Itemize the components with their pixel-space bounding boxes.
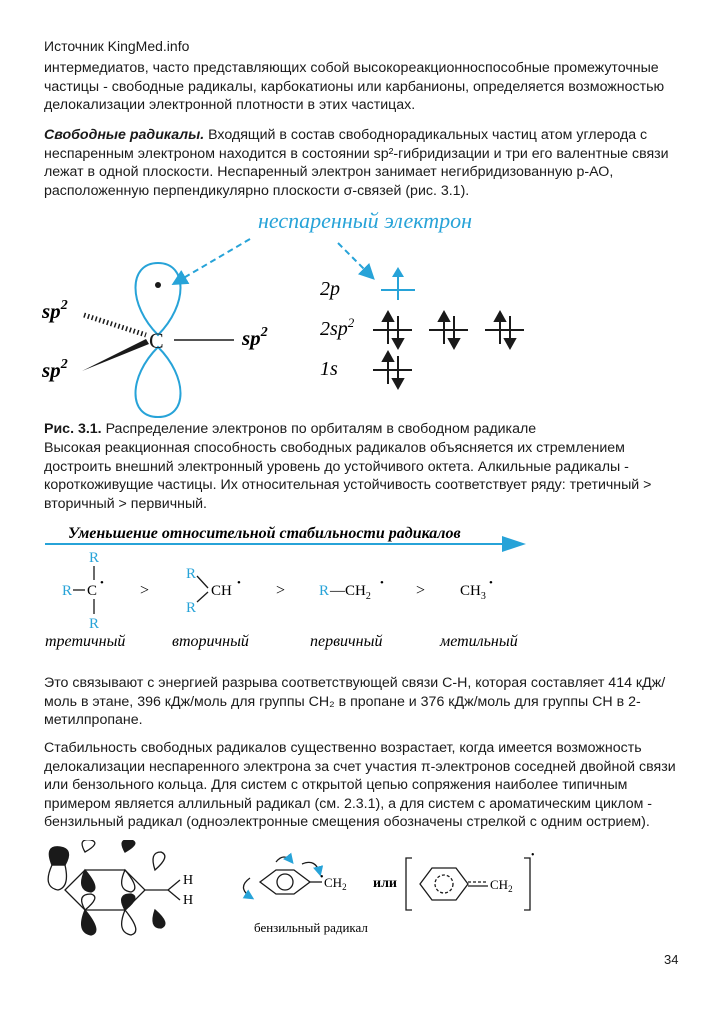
benzyl-caption: бензильный радикал — [254, 920, 368, 935]
arrow-to-level — [338, 243, 372, 277]
svg-text:R: R — [319, 583, 330, 599]
p-orbital-lower-lobe — [136, 347, 181, 417]
label-secondary: вторичный — [172, 633, 249, 650]
label-methyl: метильный — [440, 633, 518, 650]
level-2p-label: 2p — [320, 278, 340, 300]
svg-text:•: • — [489, 577, 493, 589]
page-number: 34 — [664, 952, 679, 967]
unpaired-electron-dot — [155, 282, 161, 288]
label-primary: первичный — [310, 633, 383, 650]
figure-radical-stability — [40, 520, 540, 655]
tertiary-radical — [62, 550, 104, 632]
svg-text:•: • — [100, 577, 104, 589]
svg-text:R: R — [89, 550, 100, 566]
paragraph-free-radicals — [44, 126, 694, 200]
primary-radical — [319, 577, 384, 602]
paragraph-bond-energy: Это связывают с энергией разрыва соответствующей связи С-Н, которая составляет 414 кДж/моль в этане, 396 кДж/моль для группы СН₂ в пропане и 376 кДж/моль для группы СН в 2-метилпропане. — [44, 675, 666, 729]
benzyl-h-upper: H — [183, 873, 194, 888]
svg-text:•: • — [380, 577, 384, 589]
svg-text:CH3: $CH_3$ — [460, 583, 486, 602]
gt-sign-3: > — [416, 582, 426, 599]
level-2p-electron — [381, 267, 415, 300]
stability-header: Уменьшение относительной стабильности радикалов — [68, 525, 461, 542]
bond-hashed — [84, 315, 146, 335]
sp2-label-right: $sp^2$ — [242, 325, 268, 350]
benzyl-structure — [243, 857, 322, 898]
unpaired-electron-title: неспаренный электрон — [258, 208, 473, 233]
level-2sp2-label: $2sp^2$ — [320, 315, 355, 340]
figure-caption-text: Распределение электронов по орбиталям в свободном радикале — [101, 421, 537, 437]
svg-text:R: R — [186, 566, 197, 582]
methyl-radical — [460, 577, 493, 602]
svg-text:R: R — [62, 583, 73, 599]
label-tertiary: третичный — [45, 633, 126, 650]
figure-benzyl-radical — [40, 840, 540, 945]
svg-text:CH: CH — [211, 583, 232, 599]
benzyl-h-lower: H — [183, 893, 194, 908]
svg-text:R: R — [186, 600, 197, 616]
or-label: или — [373, 876, 397, 891]
figure-caption-label: Рис. 3.1. — [44, 421, 102, 437]
arrow-to-orbital — [175, 239, 250, 283]
secondary-radical — [186, 566, 241, 616]
gt-sign-2: > — [276, 582, 286, 599]
paragraph-intro: интермедиатов, часто представляющих собой высокореакционноспособные промежуточные частицы - свободные радикалы, карбокатионы или карбанионы, определяется возможностью делокализации электронной плотности в этих частицах. — [44, 60, 665, 114]
bond-wedge — [82, 339, 149, 371]
hybrid-dot: • — [531, 850, 535, 861]
svg-text:C: C — [87, 583, 98, 599]
free-radicals-body: Входящий в состав свободнорадикальных частиц атом углерода с неспаренным электроном находится в состоянии sp²-гибридизации и три его валентные связи лежат в одной плоскости. Неспаренный электрон занимает негибридизованную р-АО, расположенную перпендикулярно плоскости σ-связей (рис. 3.1). — [44, 127, 669, 199]
free-radicals-title: Свободные радикалы. — [44, 127, 205, 143]
p-orbital-upper-lobe — [136, 263, 181, 335]
benzyl-ch2: $CH_2$ — [324, 875, 347, 892]
gt-sign-1: > — [140, 582, 150, 599]
sp2-label-upper: $sp^2$ — [42, 298, 68, 323]
carbon-atom: C — [149, 328, 164, 353]
figure-caption — [44, 420, 694, 439]
benzyl-orbital-model — [48, 840, 180, 935]
level-1s-label: 1s — [320, 358, 338, 380]
paragraph-reactivity: Высокая реакционная способность свободных радикалов объясняется их стремлением достроить внешний электронный уровень до устойчивого октета. Алкильные радикалы - короткоживущие частицы. Их относительная устойчивость соответствует ряду: третичный > вторичный > первичный. — [44, 440, 652, 512]
level-2sp2-electrons — [373, 312, 524, 348]
hybrid-ch2: $CH_2$ — [490, 877, 513, 894]
figure-radical-orbitals — [40, 205, 580, 420]
svg-text:•: • — [237, 577, 241, 589]
level-1s-electrons — [373, 352, 412, 388]
benzyl-dot: • — [320, 872, 324, 883]
svg-text:R: R — [89, 616, 100, 632]
svg-text:—CH2: $—CH_2$ — [330, 583, 371, 602]
source-header: Источник KingMed.info — [44, 38, 190, 54]
sp2-label-lower: $sp^2$ — [42, 357, 68, 382]
paragraph-stability: Стабильность свободных радикалов существенно возрастает, когда имеется возможность делокализации неспаренного электрона за счет участия π-электронов соседней двойной связи или бензольного кольца. Для систем с открытой цепью сопряжения наиболее типичным примером является аллильный радикал (см. 2.3.1), а для систем с ароматическим циклом - бензильный радикал (одноэлектронные смещения обозначены стрелкой с одним острием). — [44, 740, 676, 831]
